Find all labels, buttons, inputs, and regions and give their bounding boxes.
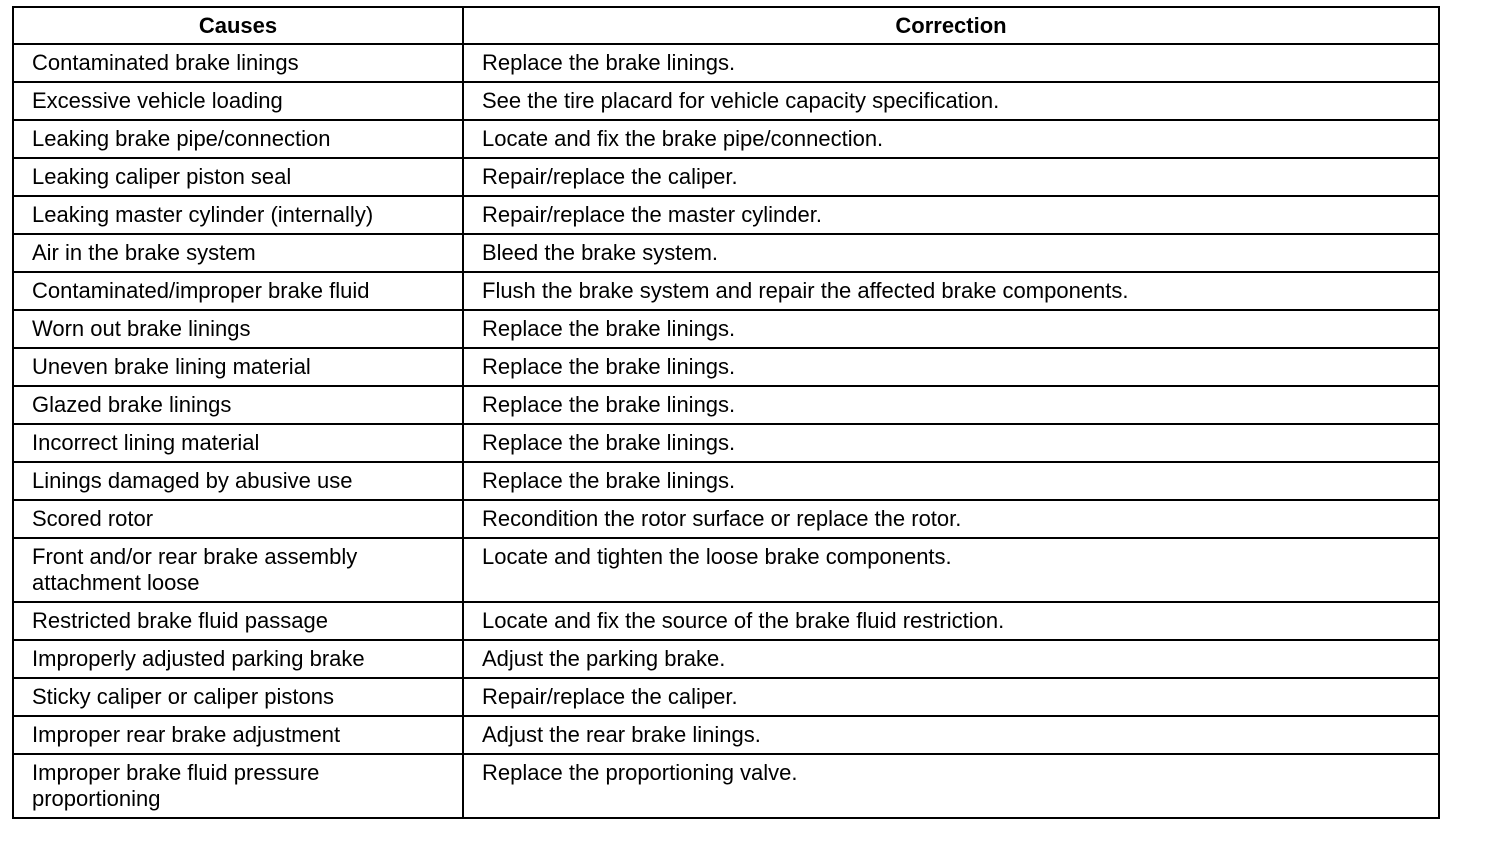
table-row bbox=[13, 754, 1439, 818]
table-row bbox=[13, 602, 1439, 640]
cause-cell: Restricted brake fluid passage bbox=[13, 602, 463, 640]
correction-cell: Replace the brake linings. bbox=[463, 424, 1439, 462]
cause-cell: Excessive vehicle loading bbox=[13, 82, 463, 120]
cause-cell: Incorrect lining material bbox=[13, 424, 463, 462]
table-row bbox=[13, 234, 1439, 272]
cause-cell: Sticky caliper or caliper pistons bbox=[13, 678, 463, 716]
cause-cell: Contaminated brake linings bbox=[13, 44, 463, 82]
cause-cell: Leaking master cylinder (internally) bbox=[13, 196, 463, 234]
header-causes: Causes bbox=[13, 7, 463, 44]
correction-cell: Adjust the parking brake. bbox=[463, 640, 1439, 678]
cause-cell: Worn out brake linings bbox=[13, 310, 463, 348]
causes-correction-table bbox=[12, 6, 1440, 819]
cause-cell: Improper rear brake adjustment bbox=[13, 716, 463, 754]
correction-cell: Recondition the rotor surface or replace the rotor. bbox=[463, 500, 1439, 538]
table-row bbox=[13, 120, 1439, 158]
correction-cell: Repair/replace the caliper. bbox=[463, 158, 1439, 196]
correction-cell: Locate and tighten the loose brake components. bbox=[463, 538, 1439, 602]
correction-cell: Bleed the brake system. bbox=[463, 234, 1439, 272]
table-row bbox=[13, 386, 1439, 424]
cause-cell: Leaking brake pipe/connection bbox=[13, 120, 463, 158]
correction-cell: Flush the brake system and repair the affected brake components. bbox=[463, 272, 1439, 310]
correction-cell: Replace the proportioning valve. bbox=[463, 754, 1439, 818]
table-row bbox=[13, 44, 1439, 82]
cause-cell: Improperly adjusted parking brake bbox=[13, 640, 463, 678]
table-row bbox=[13, 310, 1439, 348]
correction-cell: Adjust the rear brake linings. bbox=[463, 716, 1439, 754]
causes-correction-table-container bbox=[12, 6, 1438, 819]
cause-cell: Leaking caliper piston seal bbox=[13, 158, 463, 196]
table-row bbox=[13, 716, 1439, 754]
table-row bbox=[13, 424, 1439, 462]
header-correction: Correction bbox=[463, 7, 1439, 44]
correction-cell: Locate and fix the brake pipe/connection. bbox=[463, 120, 1439, 158]
cause-cell: Uneven brake lining material bbox=[13, 348, 463, 386]
cause-cell: Air in the brake system bbox=[13, 234, 463, 272]
table-row bbox=[13, 678, 1439, 716]
table-row bbox=[13, 82, 1439, 120]
correction-cell: Replace the brake linings. bbox=[463, 348, 1439, 386]
table-row bbox=[13, 500, 1439, 538]
table-header-row bbox=[13, 7, 1439, 44]
table-row bbox=[13, 348, 1439, 386]
correction-cell: Replace the brake linings. bbox=[463, 386, 1439, 424]
correction-cell: Repair/replace the caliper. bbox=[463, 678, 1439, 716]
cause-cell: Scored rotor bbox=[13, 500, 463, 538]
cause-cell: Glazed brake linings bbox=[13, 386, 463, 424]
table-row bbox=[13, 272, 1439, 310]
correction-cell: Locate and fix the source of the brake fluid restriction. bbox=[463, 602, 1439, 640]
table-row bbox=[13, 158, 1439, 196]
cause-cell: Front and/or rear brake assembly attachment loose bbox=[13, 538, 463, 602]
correction-cell: Replace the brake linings. bbox=[463, 462, 1439, 500]
correction-cell: See the tire placard for vehicle capacity specification. bbox=[463, 82, 1439, 120]
cause-cell: Contaminated/improper brake fluid bbox=[13, 272, 463, 310]
table-row bbox=[13, 462, 1439, 500]
cause-cell: Improper brake fluid pressure proportioning bbox=[13, 754, 463, 818]
correction-cell: Repair/replace the master cylinder. bbox=[463, 196, 1439, 234]
correction-cell: Replace the brake linings. bbox=[463, 44, 1439, 82]
table-row bbox=[13, 538, 1439, 602]
cause-cell: Linings damaged by abusive use bbox=[13, 462, 463, 500]
table-row bbox=[13, 196, 1439, 234]
table-row bbox=[13, 640, 1439, 678]
correction-cell: Replace the brake linings. bbox=[463, 310, 1439, 348]
